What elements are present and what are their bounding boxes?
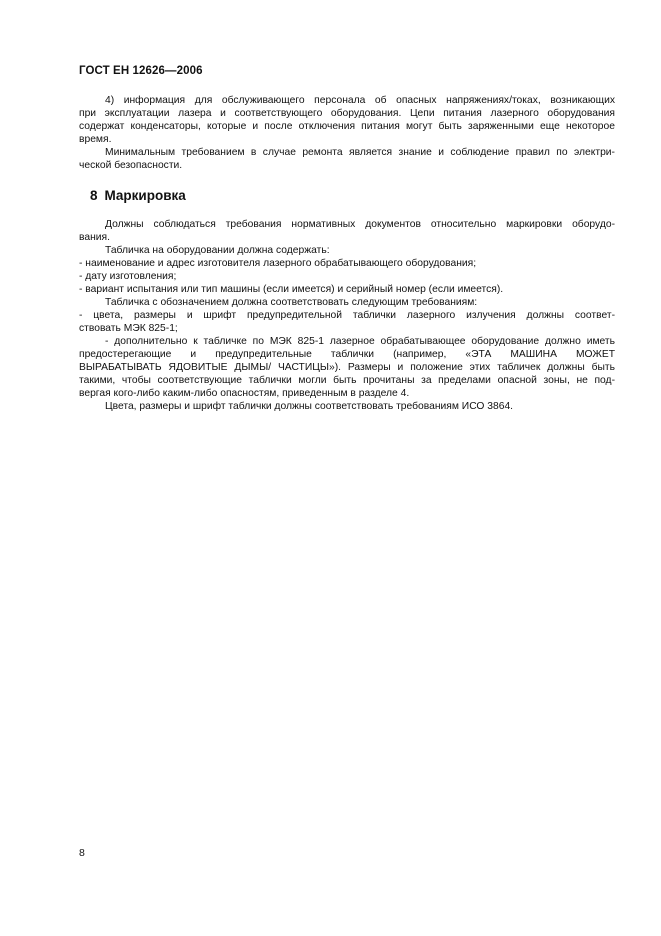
document-header: ГОСТ ЕН 12626—2006: [79, 65, 203, 77]
section-title: Маркировка: [104, 188, 186, 203]
paragraph-line: ческой безопасности.: [79, 160, 183, 171]
paragraph-line: предостерегающие и предупредительные таблички (например, «ЭТА МАШИНА МОЖЕТ: [79, 349, 615, 360]
paragraph-line: вания.: [79, 232, 110, 243]
page-number: 8: [79, 847, 85, 859]
paragraph-line: Должны соблюдаться требования нормативных документов относительно маркировки оборудо-: [105, 219, 615, 230]
paragraph-line: при эксплуатации лазера и соответствующего оборудования. Цепи питания лазерного оборудования: [79, 108, 615, 119]
paragraph-line: такими, чтобы соответствующие таблички могли быть прочитаны за пределами опасной зоны, не под-: [79, 375, 615, 386]
list-item: - дату изготовления;: [79, 271, 177, 282]
section-heading: [90, 188, 186, 203]
paragraph-line: 4) информация для обслуживающего персонала об опасных напряжениях/токах, возникающих: [105, 95, 615, 106]
paragraph-line: Табличка с обозначением должна соответствовать следующим требованиям:: [105, 297, 478, 308]
list-item: - вариант испытания или тип машины (если имеется) и серийный номер (если имеется).: [79, 284, 504, 295]
paragraph-line: время.: [79, 134, 112, 145]
paragraph-line: Цвета, размеры и шрифт таблички должны соответствовать требованиям ИСО 3864.: [105, 401, 514, 412]
section-number: 8: [90, 188, 98, 203]
paragraph-line: ВЫРАБАТЫВАТЬ ЯДОВИТЫЕ ДЫМЫ/ ЧАСТИЦЫ»). Размеры и положение этих табличек должны быть: [79, 362, 615, 373]
list-item: - цвета, размеры и шрифт предупредительной таблички лазерного излучения должны соответ-: [79, 310, 615, 321]
paragraph-line: вергая кого-либо каким-либо опасностям, приведенным в разделе 4.: [79, 388, 410, 399]
list-item: ствовать МЭК 825-1;: [79, 323, 178, 334]
paragraph-line: Минимальным требованием в случае ремонта является знание и соблюдение правил по электри-: [105, 147, 615, 158]
paragraph-line: Табличка на оборудовании должна содержать:: [105, 245, 330, 256]
list-item: - наименование и адрес изготовителя лазерного обрабатывающего оборудования;: [79, 258, 477, 269]
paragraph-line: содержат конденсаторы, которые и после отключения питания могут быть заряженными еще некоторое: [79, 121, 615, 132]
list-item: - дополнительно к табличке по МЭК 825-1 лазерное обрабатывающее оборудование должно иметь: [105, 336, 615, 347]
